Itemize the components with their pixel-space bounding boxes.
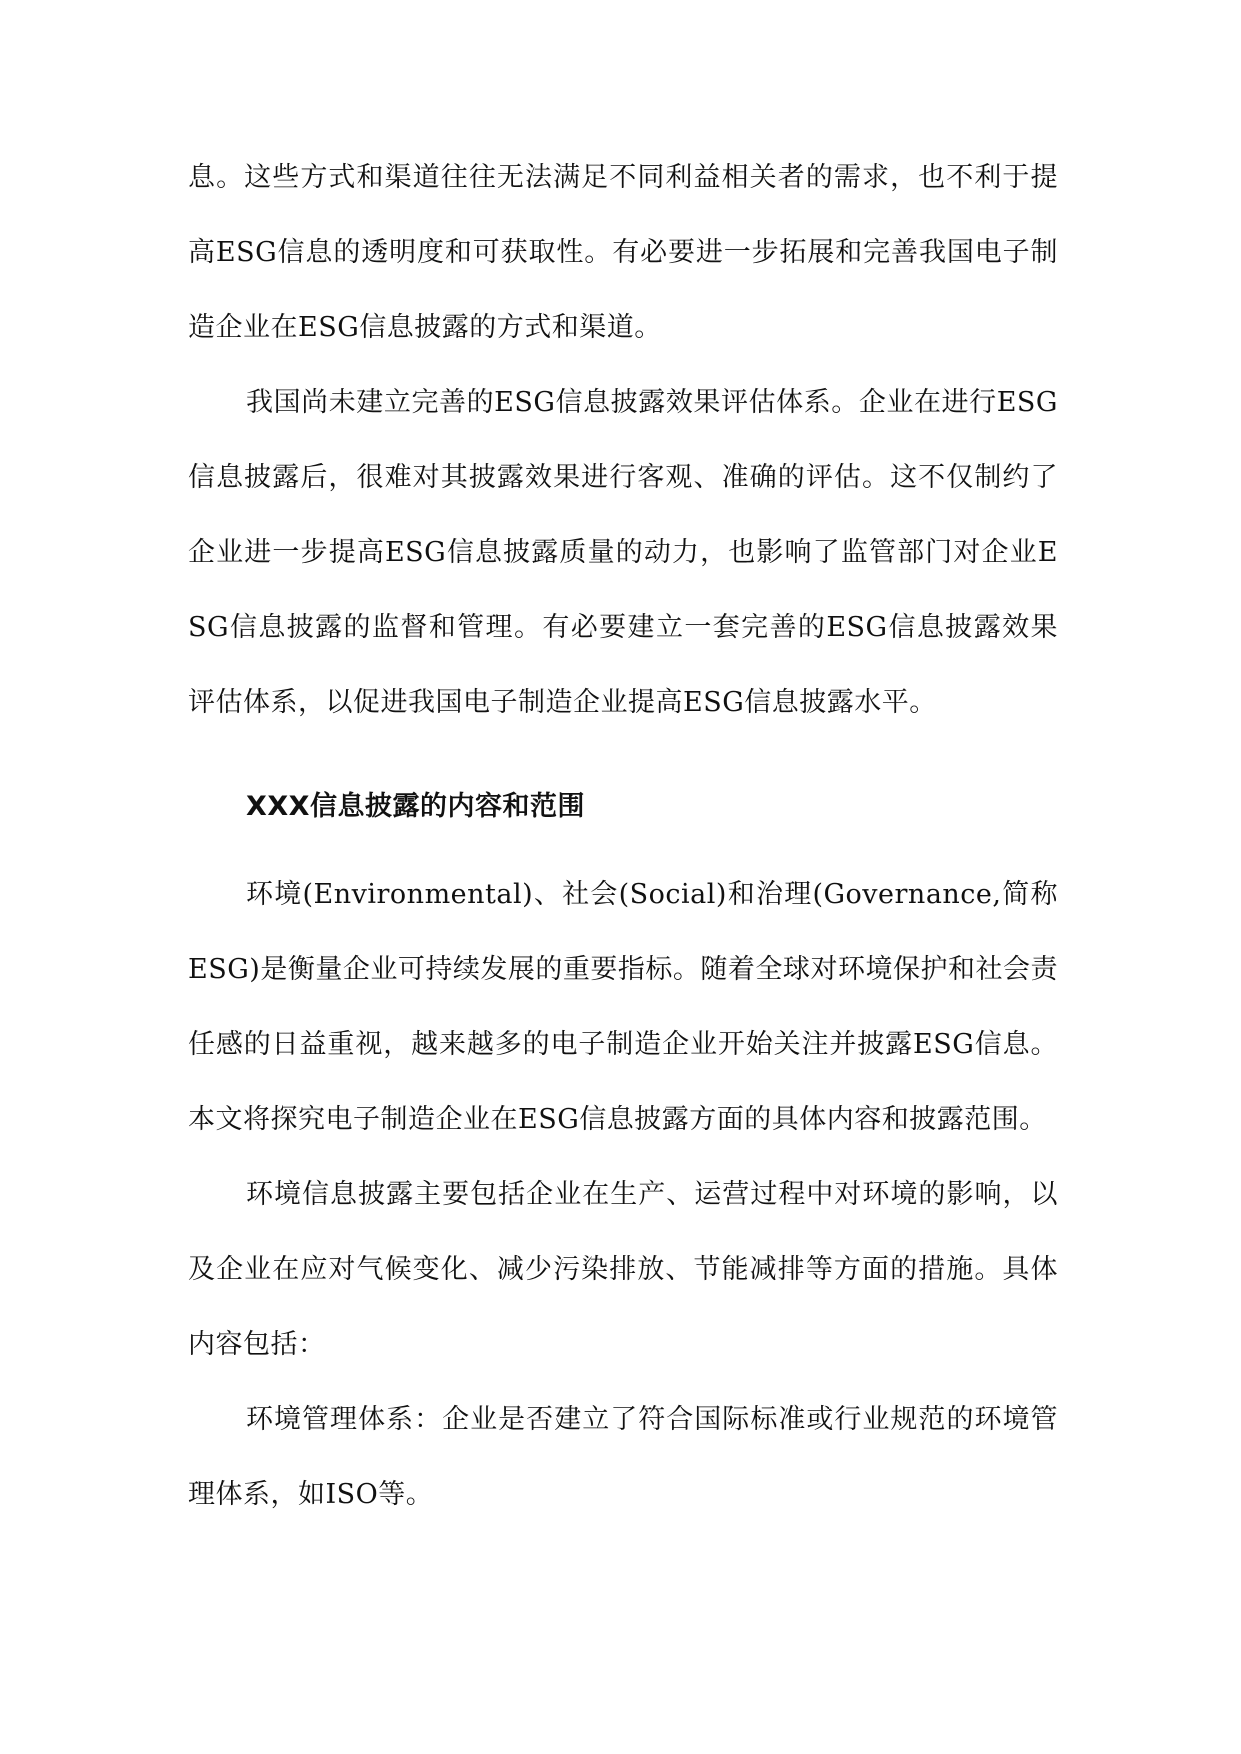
paragraph-evaluation-system: 我国尚未建立完善的ESG信息披露效果评估体系。企业在进行ESG信息披露后，很难对其披露效果进行客观、准确的评估。这不仅制约了企业进一步提高ESG信息披露质量的动力，也影响了监管部门对企业ESG信息披露的监督和管理。有必要建立一套完善的ESG信息披露效果评估体系，以促进我国电子制造企业提高ESG信息披露水平。 [188, 387, 1058, 718]
paragraph-environment-disclosure: 环境信息披露主要包括企业在生产、运营过程中对环境的影响，以及企业在应对气候变化、减少污染排放、节能减排等方面的措施。具体内容包括： [188, 1179, 1058, 1360]
section-heading: XXX信息披露的内容和范围 [246, 791, 585, 822]
document-body [188, 140, 1058, 1532]
paragraph-continuation: 息。这些方式和渠道往往无法满足不同利益相关者的需求，也不利于提高ESG信息的透明度和可获取性。有必要进一步拓展和完善我国电子制造企业在ESG信息披露的方式和渠道。 [188, 162, 1058, 343]
paragraph-esg-definition: 环境(Environmental)、社会(Social)和治理(Governance,简称ESG)是衡量企业可持续发展的重要指标。随着全球对环境保护和社会责任感的日益重视，越来越多的电子制造企业开始关注并披露ESG信息。本文将探究电子制造企业在ESG信息披露方面的具体内容和披露范围。 [188, 879, 1058, 1135]
paragraph-environment-management: 环境管理体系：企业是否建立了符合国际标准或行业规范的环境管理体系，如ISO等。 [188, 1404, 1058, 1510]
